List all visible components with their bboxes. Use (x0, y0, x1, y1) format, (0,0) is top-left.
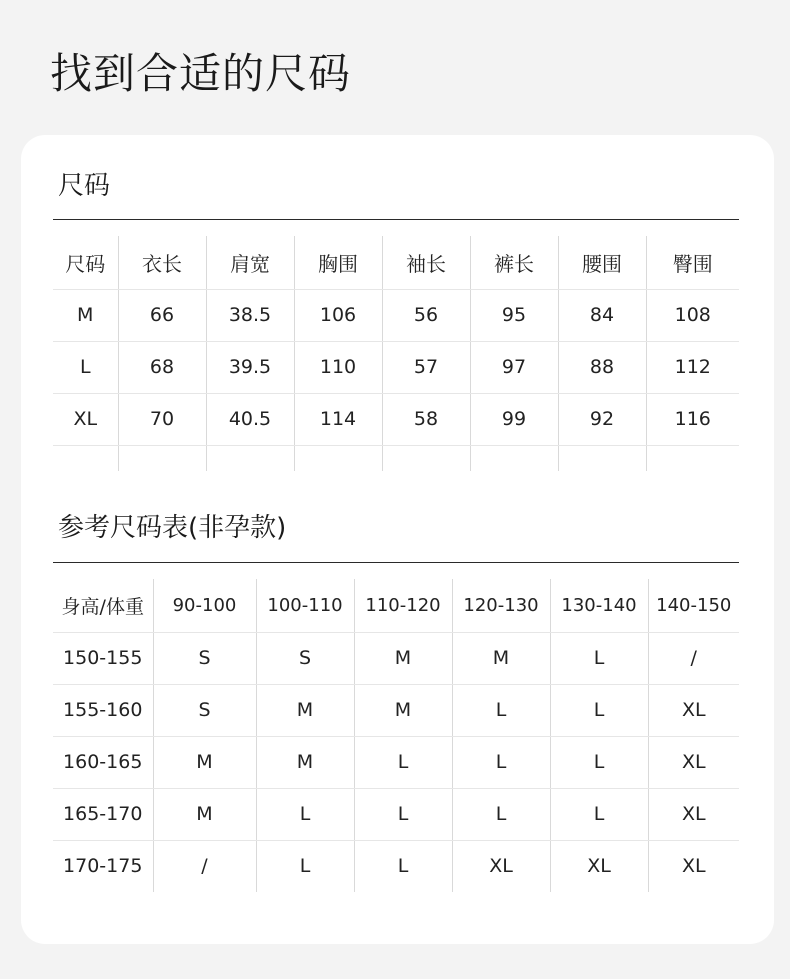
size-chart-header-row (53, 236, 739, 289)
size-chart-header: 衣长 (118, 236, 206, 289)
table-row (53, 289, 739, 341)
table-cell: L (550, 736, 648, 788)
reference-chart-header: 100-110 (256, 579, 354, 632)
size-chart-header: 裤长 (470, 236, 558, 289)
table-cell: XL (648, 788, 739, 840)
table-row (53, 684, 739, 736)
table-cell: L (256, 788, 354, 840)
table-cell: 112 (646, 341, 739, 393)
table-cell: S (256, 632, 354, 684)
table-cell: XL (550, 840, 648, 892)
reference-chart-header: 身高/体重 (53, 579, 153, 632)
size-chart-table (53, 236, 739, 471)
height-range-cell: 155-160 (53, 684, 153, 736)
table-cell: / (648, 632, 739, 684)
table-cell: 92 (558, 393, 646, 445)
spacer-cell (294, 445, 382, 471)
spacer-cell (206, 445, 294, 471)
table-cell: L (550, 684, 648, 736)
size-chart-header: 肩宽 (206, 236, 294, 289)
table-cell: 88 (558, 341, 646, 393)
spacer-cell (470, 445, 558, 471)
table-cell: 38.5 (206, 289, 294, 341)
height-range-cell: 160-165 (53, 736, 153, 788)
spacer-cell (382, 445, 470, 471)
table-cell: 84 (558, 289, 646, 341)
reference-chart-header: 110-120 (354, 579, 452, 632)
table-cell: 106 (294, 289, 382, 341)
table-cell: XL (648, 684, 739, 736)
size-chart-header: 胸围 (294, 236, 382, 289)
table-cell: L (354, 736, 452, 788)
table-cell: XL (648, 736, 739, 788)
table-cell: 40.5 (206, 393, 294, 445)
height-range-cell: 165-170 (53, 788, 153, 840)
table-row (53, 341, 739, 393)
size-chart-title: 尺码 (58, 171, 111, 201)
size-chart-header: 腰围 (558, 236, 646, 289)
height-range-cell: 170-175 (63, 855, 143, 878)
table-cell: 56 (382, 289, 470, 341)
table-cell: M (452, 632, 550, 684)
spacer-cell (118, 445, 206, 471)
table-row (53, 632, 739, 684)
table-cell: XL (452, 840, 550, 892)
table-cell: S (153, 632, 256, 684)
reference-chart-header: 130-140 (550, 579, 648, 632)
page-title: 找到合适的尺码 (50, 49, 352, 98)
reference-chart-header: 140-150 (648, 579, 739, 632)
table-cell: M (354, 632, 452, 684)
table-cell: L (452, 736, 550, 788)
reference-chart-title: 参考尺码表(非孕款) (58, 513, 287, 543)
table-row (53, 840, 739, 892)
table-row (53, 393, 739, 445)
table-cell: M (256, 736, 354, 788)
size-label-cell: M (53, 289, 118, 341)
table-cell: 39.5 (206, 341, 294, 393)
table-cell: L (256, 840, 354, 892)
table-row (53, 736, 739, 788)
table-cell: L (550, 788, 648, 840)
reference-chart-header: 120-130 (452, 579, 550, 632)
reference-chart-table (53, 579, 739, 892)
table-cell: M (354, 684, 452, 736)
size-chart-header: 尺码 (53, 236, 118, 289)
reference-chart-divider (53, 562, 739, 563)
table-cell: 58 (382, 393, 470, 445)
table-cell: / (153, 840, 256, 892)
table-cell: L (452, 788, 550, 840)
spacer-cell (558, 445, 646, 471)
table-cell: M (153, 736, 256, 788)
table-cell: L (550, 632, 648, 684)
table-cell: 97 (470, 341, 558, 393)
table-cell: 116 (646, 393, 739, 445)
table-cell: 68 (118, 341, 206, 393)
table-row (53, 788, 739, 840)
size-label-cell: XL (53, 393, 118, 445)
table-spacer-row (53, 445, 739, 471)
size-chart-header: 袖长 (382, 236, 470, 289)
table-cell: 57 (382, 341, 470, 393)
table-cell: XL (648, 840, 739, 892)
table-cell: 95 (470, 289, 558, 341)
size-card (21, 135, 774, 944)
table-cell: M (256, 684, 354, 736)
table-cell: 114 (294, 393, 382, 445)
table-cell: L (354, 788, 452, 840)
spacer-cell (53, 445, 118, 471)
size-label-cell: L (53, 341, 118, 393)
table-cell: M (153, 788, 256, 840)
table-cell: 110 (294, 341, 382, 393)
size-chart-divider (53, 219, 739, 220)
reference-chart-header: 90-100 (153, 579, 256, 632)
reference-chart-header-row (53, 579, 739, 632)
table-cell: L (452, 684, 550, 736)
table-cell: 66 (118, 289, 206, 341)
spacer-cell (646, 445, 739, 471)
table-cell: S (153, 684, 256, 736)
table-cell: 70 (118, 393, 206, 445)
table-cell: 108 (646, 289, 739, 341)
size-chart-header: 臀围 (646, 236, 739, 289)
table-cell: L (354, 840, 452, 892)
table-cell: 99 (470, 393, 558, 445)
height-range-cell: 150-155 (53, 632, 153, 684)
